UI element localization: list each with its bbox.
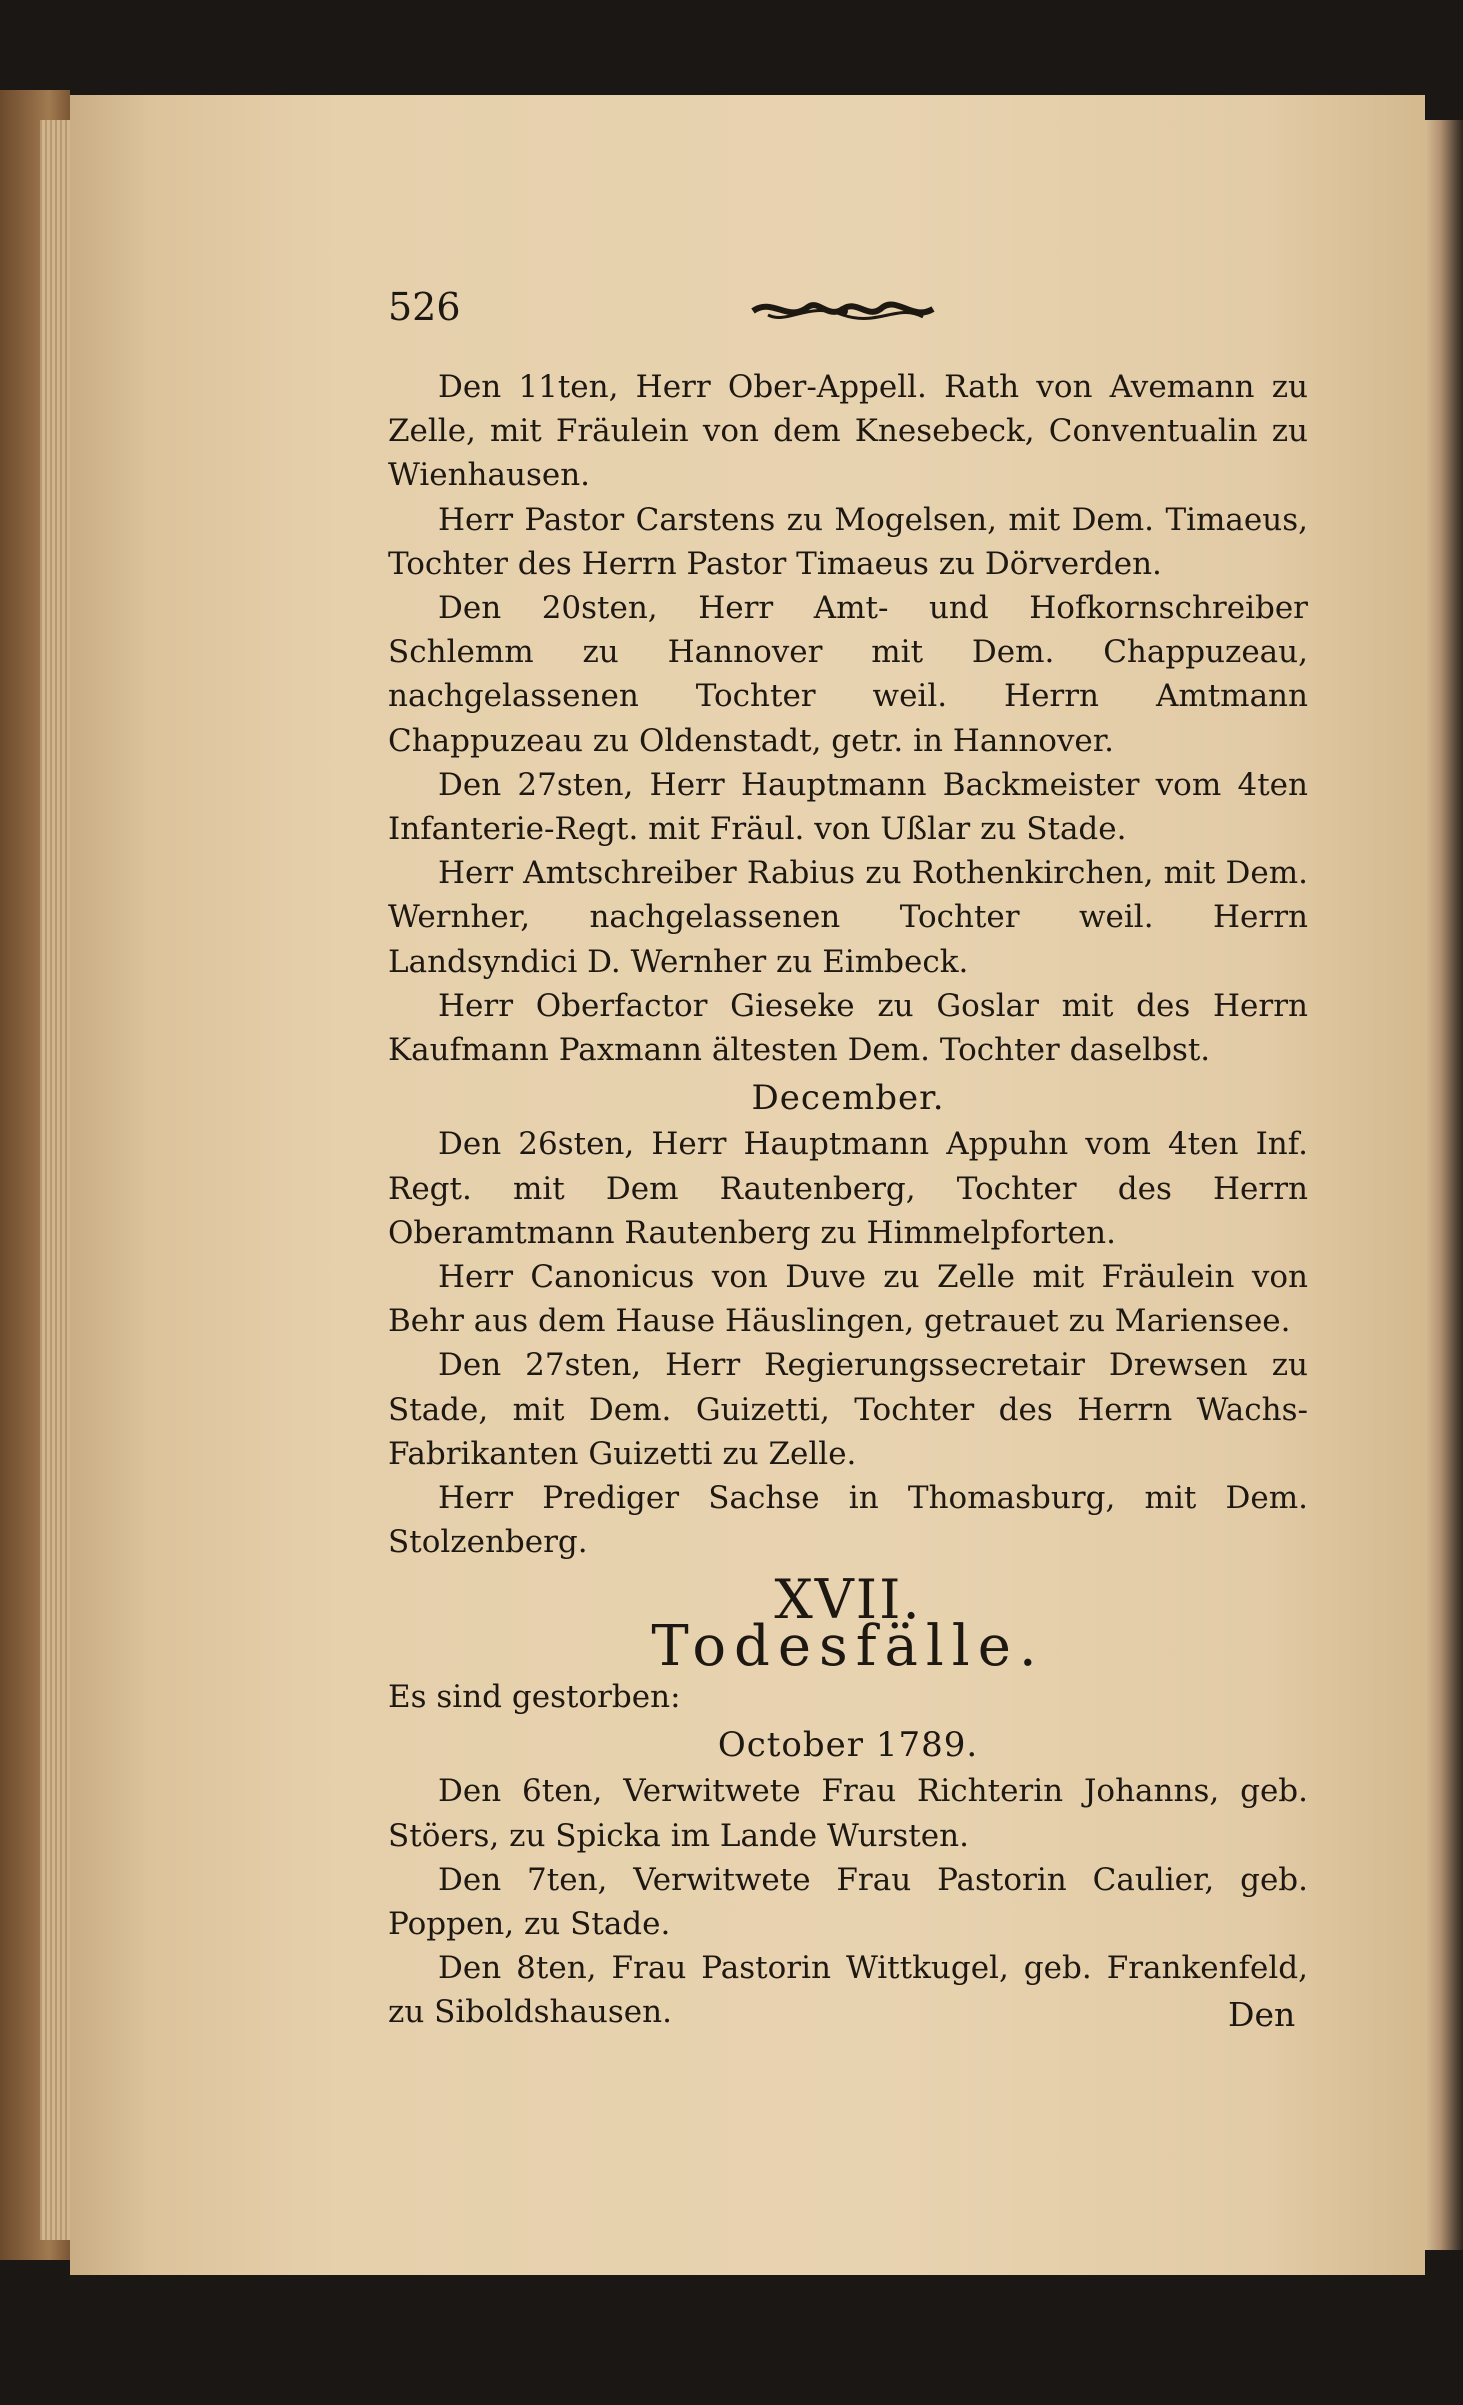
entry-gieseke: Herr Oberfactor Gieseke zu Goslar mit des Herrn Kaufmann Paxmann ältesten Dem. Tochter daselbst.	[388, 987, 1308, 1069]
page-number: 526	[388, 285, 461, 329]
entry-backmeister: Den 27sten, Herr Hauptmann Backmeister vom 4ten Infanterie-Regt. mit Fräul. von Ußlar zu Stade.	[388, 766, 1308, 848]
entry-carstens: Herr Pastor Carstens zu Mogelsen, mit Dem. Timaeus, Tochter des Herrn Pastor Timaeus zu Dörverden.	[388, 501, 1308, 582]
page-header	[388, 285, 1308, 335]
section-title: Todesfälle.	[651, 1613, 1045, 1679]
month-heading-december: December.	[751, 1078, 945, 1119]
entry-avemann: Den 11ten, Herr Ober-Appell. Rath von Avemann zu Zelle, mit Fräulein von dem Knesebeck, Conventualin zu Wienhausen.	[388, 369, 1308, 494]
printer-ornament-icon	[748, 293, 938, 329]
entry-wittkugel: Den 8ten, Frau Pastorin Wittkugel, geb. Frankenfeld, zu Siboldshausen.	[388, 1950, 1308, 2031]
entry-drewsen: Den 27sten, Herr Regierungssecretair Drewsen zu Stade, mit Dem. Guizetti, Tochter des Herrn Wachs-Fabrikanten Guizetti zu Zelle.	[388, 1347, 1308, 1472]
entry-johanns: Den 6ten, Verwitwete Frau Richterin Johanns, geb. Stöers, zu Spicka im Lande Wursten.	[388, 1773, 1308, 1854]
entry-schlemm: Den 20sten, Herr Amt- und Hofkornschreiber Schlemm zu Hannover mit Dem. Chappuzeau, nachgelassenen Tochter weil. Herrn Amtmann Chappuzeau zu Oldenstadt, getr. in Hannover.	[388, 590, 1308, 759]
page-edges-right	[1425, 120, 1463, 2250]
page-body	[388, 365, 1308, 2035]
section-number: XVII.	[774, 1568, 922, 1632]
month-heading-october: October 1789.	[717, 1725, 979, 1766]
entry-duve: Herr Canonicus von Duve zu Zelle mit Fräulein von Behr aus dem Hause Häuslingen, getrauet zu Mariensee.	[388, 1259, 1308, 1340]
catchword: Den	[1228, 1995, 1296, 2034]
entry-appuhn: Den 26sten, Herr Hauptmann Appuhn vom 4ten Inf. Regt. mit Dem Rautenberg, Tochter des Herrn Oberamtmann Rautenberg zu Himmelpforten.	[388, 1126, 1308, 1251]
entry-rabius: Herr Amtschreiber Rabius zu Rothenkirchen, mit Dem. Wernher, nachgelassenen Tochter weil. Herrn Landsyndici D. Wernher zu Eimbeck.	[388, 855, 1308, 980]
entry-sachse: Herr Prediger Sachse in Thomasburg, mit Dem. Stolzenberg.	[388, 1480, 1308, 1561]
entry-caulier: Den 7ten, Verwitwete Frau Pastorin Caulier, geb. Poppen, zu Stade.	[388, 1861, 1308, 1942]
section-intro: Es sind gestorben:	[388, 1678, 681, 1715]
